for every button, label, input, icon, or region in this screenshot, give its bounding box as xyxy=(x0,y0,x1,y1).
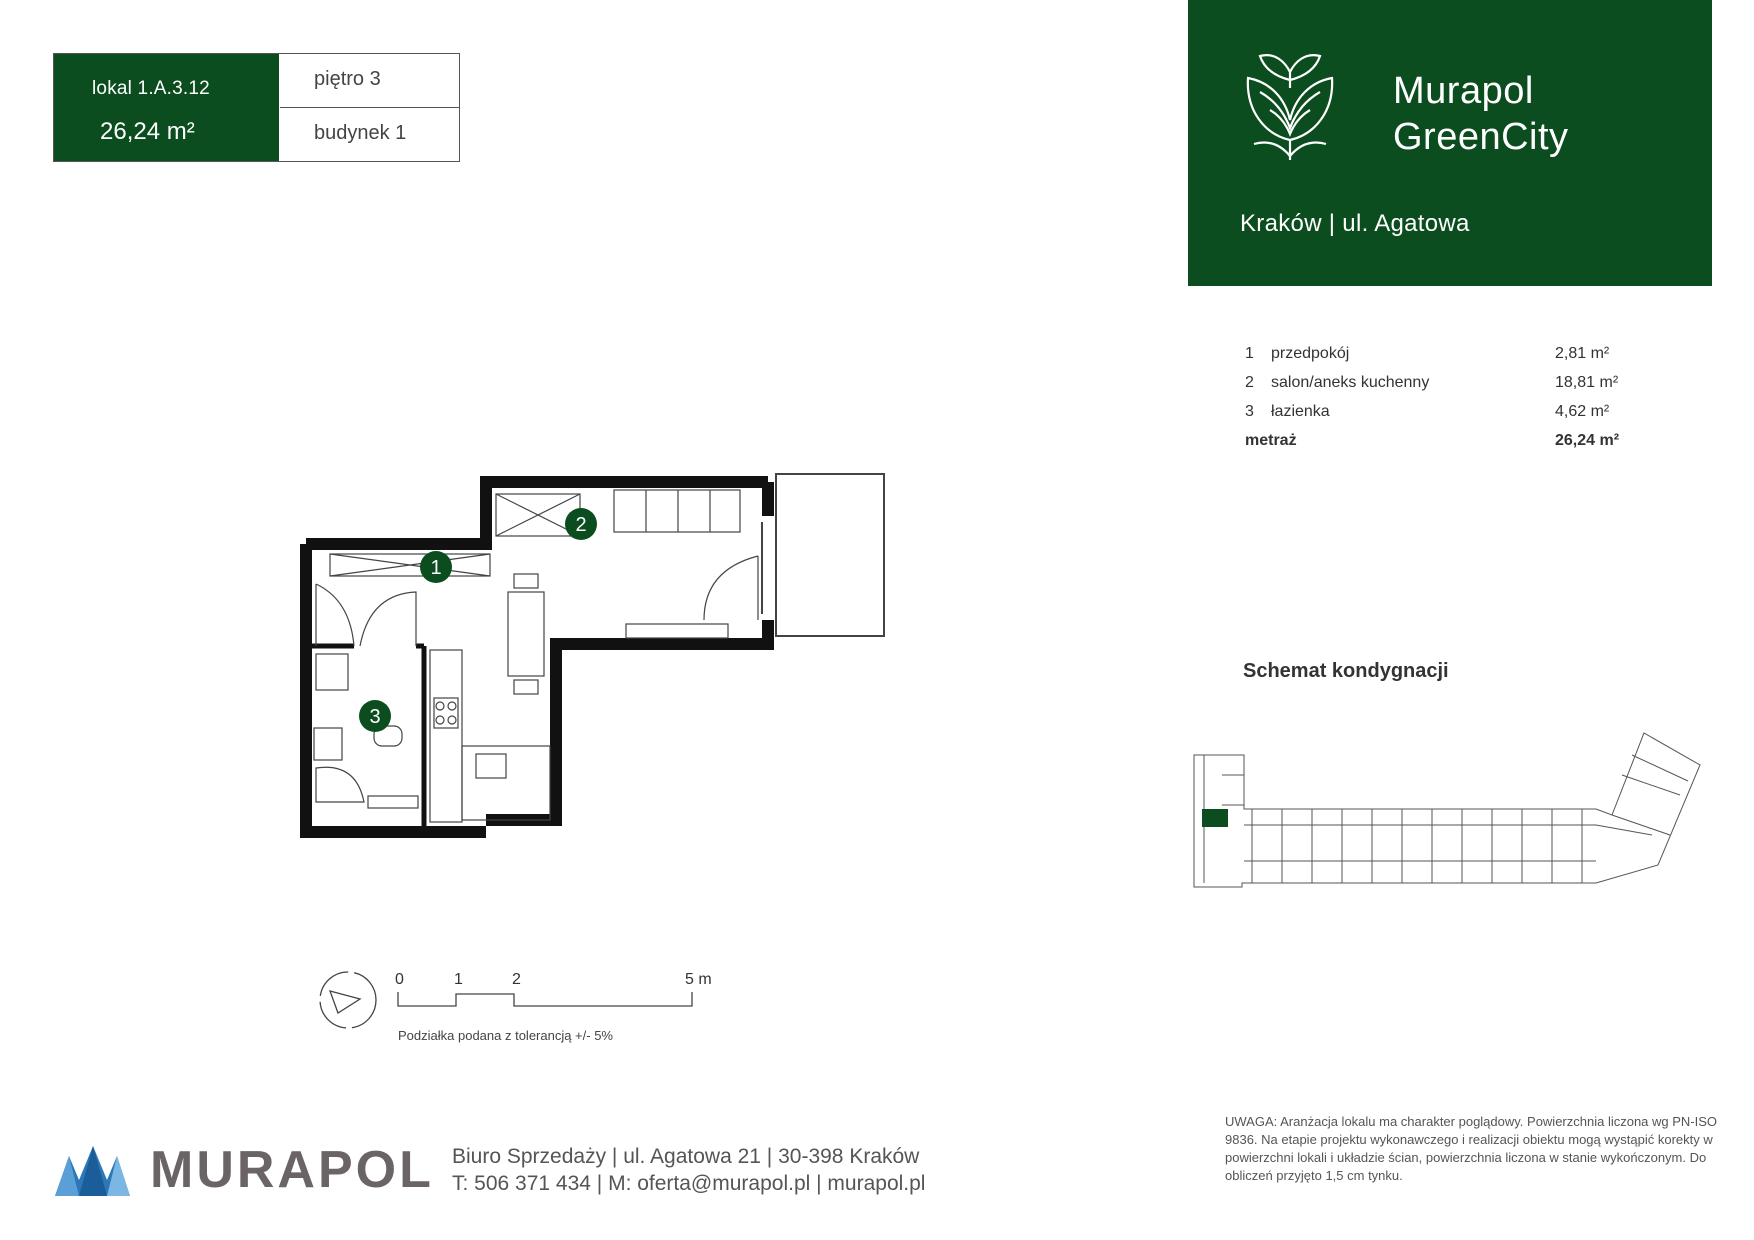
scale-tick: 0 xyxy=(395,971,404,988)
plan-shower xyxy=(316,767,364,802)
scale-note: Podziałka podana z tolerancją +/- 5% xyxy=(398,1028,613,1043)
room-name: salon/aneks kuchenny xyxy=(1271,374,1430,391)
plan-burner xyxy=(436,716,444,724)
scale-tick: 1 xyxy=(454,971,463,988)
unit-area: 26,24 m² xyxy=(100,118,195,145)
floor-label: piętro 3 xyxy=(314,68,381,90)
room-area: 2,81 m² xyxy=(1555,345,1610,362)
plan-washbasin xyxy=(314,728,342,760)
brand-name-line2: GreenCity xyxy=(1393,116,1569,158)
plan-wall xyxy=(486,644,770,820)
room-number: 2 xyxy=(1245,374,1254,391)
brand-location: Kraków | ul. Agatowa xyxy=(1240,210,1470,237)
room-area: 4,62 m² xyxy=(1555,403,1610,420)
total-area: 26,24 m² xyxy=(1555,432,1620,449)
plan-burner xyxy=(448,702,456,710)
room-number: 1 xyxy=(1245,345,1254,362)
scale-tick: 5 m xyxy=(685,971,712,988)
unit-number: lokal 1.A.3.12 xyxy=(92,78,210,99)
plan-burner xyxy=(436,702,444,710)
room-marker-label: 2 xyxy=(575,514,587,536)
unit-id-panel xyxy=(54,54,279,161)
contact-info: T: 506 371 434 | M: oferta@murapol.pl | murapol.pl xyxy=(452,1172,926,1195)
plan-kitchen-counter xyxy=(430,650,462,822)
plan-bath-cabinet xyxy=(316,654,348,690)
unit-info-box xyxy=(53,53,460,162)
plan-sofa xyxy=(614,490,740,532)
scale-bar xyxy=(396,990,696,1010)
north-arrow-icon xyxy=(312,965,392,1035)
room-row xyxy=(1245,345,1645,374)
brand-name-line1: Murapol xyxy=(1393,70,1534,112)
plan-wall xyxy=(306,482,768,544)
sales-office-address: Biuro Sprzedaży | ul. Agatowa 21 | 30-398 Kraków xyxy=(452,1145,920,1168)
plan-wall xyxy=(306,544,486,832)
floor-cell xyxy=(280,54,459,108)
plan-wardrobe-cross xyxy=(330,554,490,576)
plan-chair xyxy=(514,574,538,588)
rooms-table xyxy=(1245,345,1645,461)
room-name: łazienka xyxy=(1271,403,1330,420)
plan-chair xyxy=(514,680,538,694)
plan-cabinet xyxy=(626,624,728,638)
floor-schema-title: Schemat kondygnacji xyxy=(1243,660,1449,682)
total-label: metraż xyxy=(1245,432,1297,449)
total-row xyxy=(1245,432,1645,461)
schema-unit-highlight xyxy=(1202,809,1228,827)
plan-door xyxy=(360,592,416,646)
plan-washer xyxy=(368,796,418,808)
building-label: budynek 1 xyxy=(314,122,407,144)
murapol-logo-icon xyxy=(55,1140,130,1196)
room-number: 3 xyxy=(1245,403,1254,420)
room-marker-label: 3 xyxy=(369,706,381,728)
scale-tick: 2 xyxy=(512,971,521,988)
room-marker-label: 1 xyxy=(430,557,442,579)
plan-door xyxy=(316,584,354,646)
room-name: przedpokój xyxy=(1271,345,1350,362)
floor-schema xyxy=(1192,715,1712,895)
plan-balcony xyxy=(776,474,884,636)
plan-sink xyxy=(476,754,506,778)
plan-sofa-seats xyxy=(646,490,710,532)
tulip-logo-icon xyxy=(1240,48,1340,164)
plan-burner xyxy=(448,716,456,724)
disclaimer-note: UWAGA: Aranżacja lokalu ma charakter poglądowy. Powierzchnia liczona wg PN-ISO 9836. Na etapie projektu wykonawczego i realizacji obiektu mogą wystąpić korekty w powierzchni lokali i układzie ścian, powierzchnia liczona w stanie wykończonym. Do obliczeń przyjęto 1,5 cm tynku. xyxy=(1225,1114,1718,1183)
room-area: 18,81 m² xyxy=(1555,374,1619,391)
company-name: MURAPOL xyxy=(150,1141,434,1199)
plan-table xyxy=(508,592,544,676)
floor-plan xyxy=(300,460,890,845)
brand-panel xyxy=(1188,0,1712,286)
room-row xyxy=(1245,374,1645,403)
plan-door xyxy=(704,556,758,620)
room-row xyxy=(1245,403,1645,432)
building-cell xyxy=(280,108,459,161)
